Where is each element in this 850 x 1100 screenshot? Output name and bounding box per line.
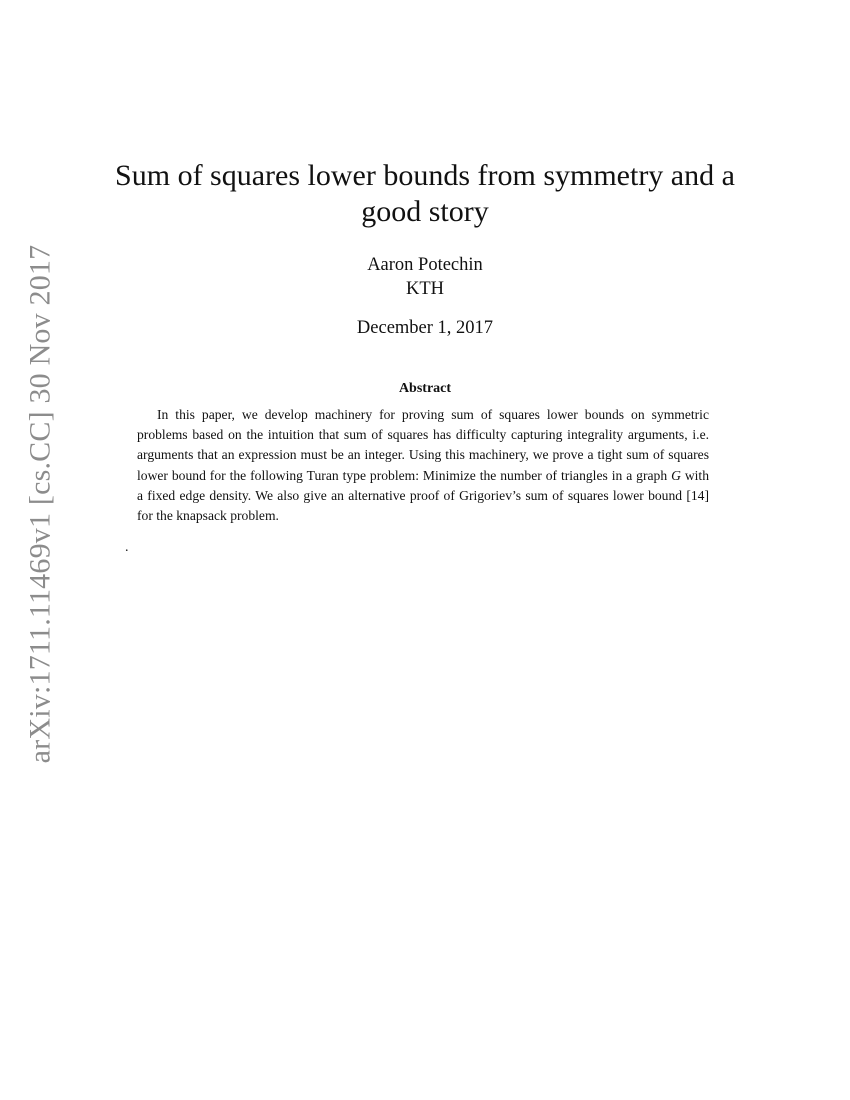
publication-date: December 1, 2017 [356,318,494,338]
arxiv-identifier-stamp [20,244,60,764]
author-name: Aaron Potechin [367,255,483,275]
abstract-text-part1: In this paper, we develop machinery for proving sum of squares lower bounds on symmetric problems based on the intuition that sum of squares has difficulty capturing integrality arguments, i.e. arguments that an expression must be an integer. Using this machinery, we prove a tight sum of squares lower bound for the following Turan type problem: Minimize the number of triangles in a graph [137,407,709,483]
arxiv-identifier-text: arXiv:1711.11469v1 [cs.CC] 30 Nov 2017 [23,244,57,764]
author-block [225,253,625,301]
abstract-text-part2: with a fixed edge density. We also give an alternative proof of Grigoriev’s sum of squares lower bound [14] for the knapsack problem. [137,467,709,524]
abstract-heading: Abstract [398,381,452,396]
author-affiliation: KTH [405,279,445,299]
paper-title: Sum of squares lower bounds from symmetry and a good story [115,159,735,228]
stray-mark: . [125,540,129,555]
abstract-body [137,405,709,526]
math-variable-g: G [671,467,681,483]
